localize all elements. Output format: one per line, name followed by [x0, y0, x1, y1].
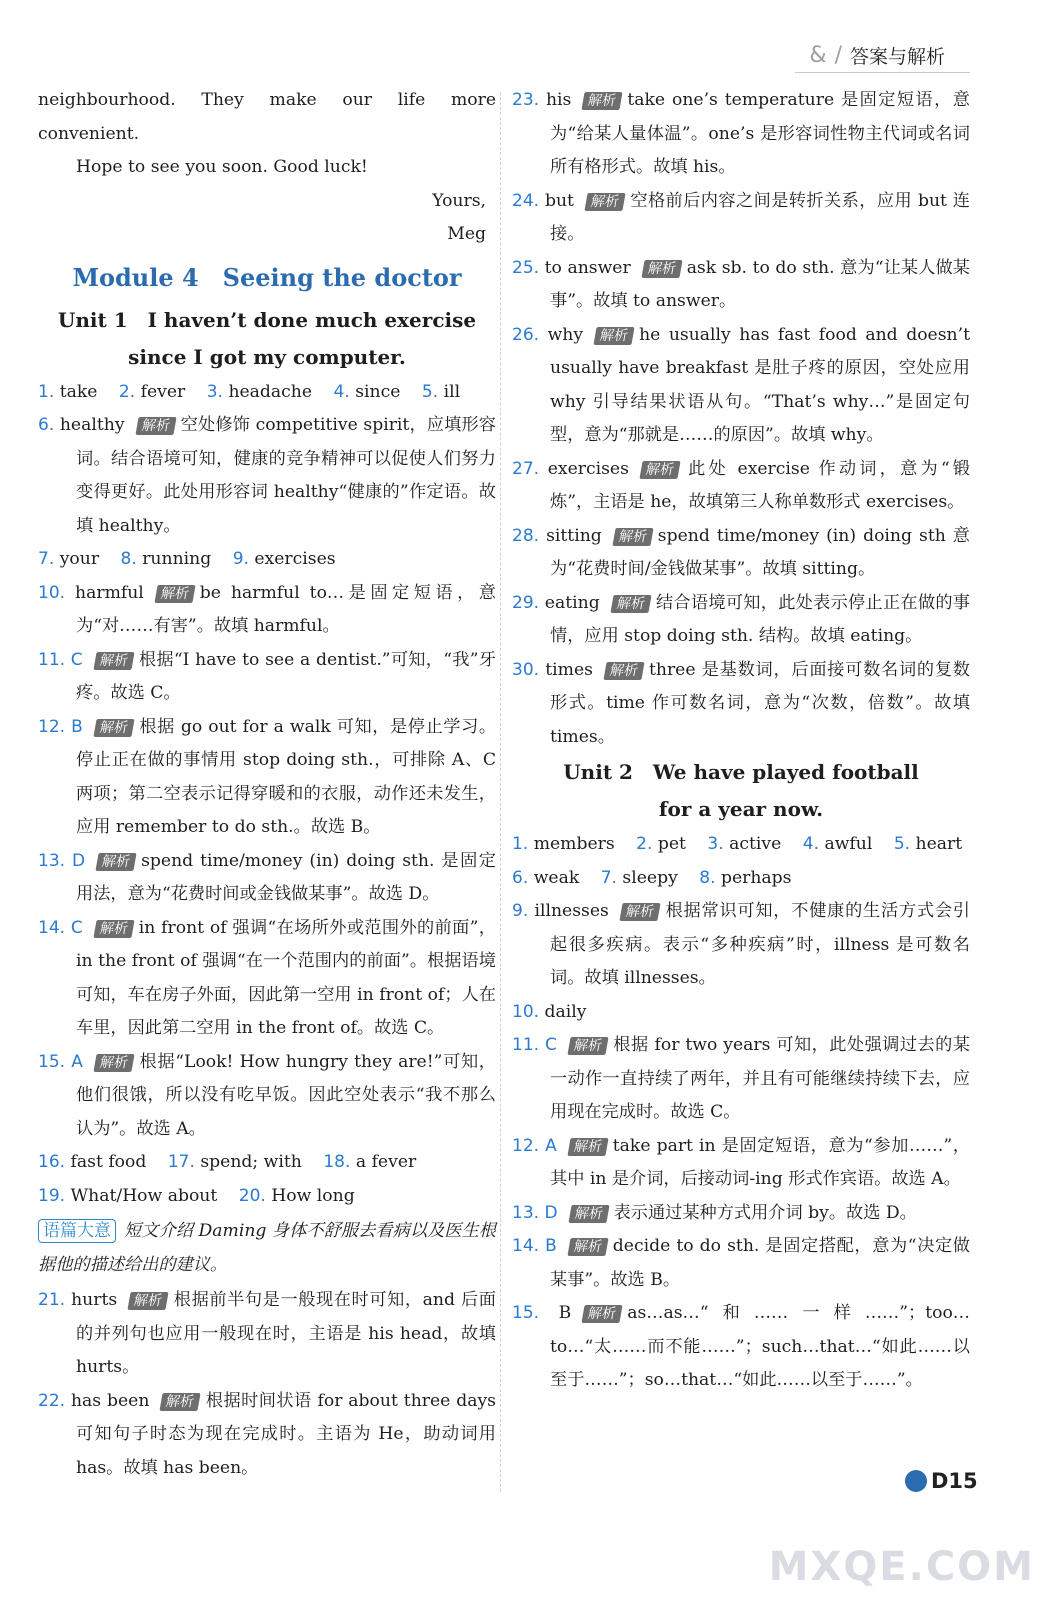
analysis-tag: 解析	[567, 1238, 608, 1256]
analysis-tag: 解析	[160, 1393, 201, 1411]
answer-item: 24. but 解析 空格前后内容之间是转折关系，应用 but 连接。	[512, 190, 970, 244]
unit-title: for a year now.	[658, 797, 824, 821]
analysis-tag: 解析	[93, 1054, 134, 1072]
answer-item: 22. has been 解析 根据时间状语 for about three days 可知句子时态为现在完成时。主语为 He，助动词用 has。故填 has been。	[38, 1390, 496, 1478]
analysis-tag: 解析	[603, 662, 644, 680]
analysis-tag: 解析	[593, 327, 634, 345]
analysis-tag: 解析	[641, 260, 682, 278]
answer-item: 27. exercises 解析 此处 exercise 作动词，意为“锻炼”，主语是 he，故填第三人称单数形式 exercises。	[512, 458, 970, 512]
answer-item: 12. B 解析 根据 go out for a walk 可知，是停止学习。停止正在做的事情用 stop doing sth.，可排除 A、C 两项；第二空表示记得穿暖和的衣服，动作还未发生，应用 remember to do sth.。故选 B。	[38, 716, 497, 837]
right-column	[512, 84, 970, 1398]
analysis-tag: 解析	[582, 1305, 623, 1323]
analysis-tag: 解析	[93, 652, 134, 670]
page-number	[905, 1469, 978, 1493]
letter-line: neighbourhood. They make our life more convenient.	[38, 90, 496, 144]
header-title: 答案与解析	[849, 46, 945, 68]
analysis-tag: 解析	[610, 595, 651, 613]
answer-row: 6. weak 7. sleepy 8. perhaps	[512, 867, 792, 888]
unit-title: since I got my computer.	[128, 344, 406, 369]
answer-item: 11. C 解析 根据 for two years 可知，此处强调过去的某一动作一直持续了两年，并且有可能继续持续下去，应用现在完成时。故选 C。	[512, 1035, 970, 1122]
analysis-tag: 解析	[582, 92, 623, 110]
answer-row: 16. fast food 17. spend; with 18. a fever	[38, 1152, 417, 1172]
unit-title: Unit 2 We have played football	[563, 760, 919, 784]
answer-item: 26. why 解析 he usually has fast food and doesn’t usually have breakfast 是肚子疼的原因，空处应用 why 引导结果状语从句。“That’s why…”是固定句型，意为“那就是……的原因”。故填 why。	[512, 324, 970, 445]
analysis-tag: 解析	[568, 1205, 609, 1223]
answer-item: 29. eating 解析 结合语境可知，此处表示停止正在做的事情，应用 stop doing sth. 结构。故填 eating。	[512, 592, 970, 646]
answer-item: 9. illnesses 解析 根据常识可知，不健康的生活方式会引起很多疾病。表示“多种疾病”时，illness 是可数名词。故填 illnesses。	[512, 901, 970, 988]
analysis-tag: 解析	[567, 1037, 608, 1055]
analysis-tag: 解析	[96, 853, 137, 871]
page-dot-icon	[905, 1470, 927, 1492]
analysis-tag: 解析	[567, 1138, 608, 1156]
analysis-tag: 解析	[93, 719, 134, 737]
answer-item: 28. sitting 解析 spend time/money (in) doing sth 意为“花费时间/金钱做某事”。故填 sitting。	[512, 525, 970, 579]
summary-tag: 语篇大意	[38, 1219, 116, 1243]
analysis-tag: 解析	[639, 461, 680, 479]
answer-row: 1. take 2. fever 3. headache 4. since 5. ill	[38, 381, 461, 402]
analysis-tag: 解析	[584, 193, 625, 211]
answer-item: 11. C 解析 根据“I have to see a dentist.”可知，“我”牙疼。故选 C。	[38, 649, 496, 703]
page-number-label: D15	[931, 1469, 978, 1493]
unit-title: Unit 1 I haven’t done much exercise	[57, 307, 477, 332]
module-title: Module 4 Seeing the doctor	[72, 262, 462, 292]
left-column	[38, 84, 496, 1485]
answer-row: 10. daily	[512, 1001, 587, 1022]
header-rule	[795, 72, 970, 73]
watermark: MXQE.COM	[768, 1544, 1035, 1590]
ampersand-swirl-icon: &	[809, 43, 827, 68]
answer-item: 13. D 解析 spend time/money (in) doing sth. 是固定用法，意为“花费时间或金钱做某事”。故选 D。	[38, 850, 496, 904]
analysis-tag: 解析	[135, 417, 176, 435]
answer-row: 1. members 2. pet 3. active 4. awful 5. heart	[512, 834, 963, 854]
letter-closing: Yours,	[432, 190, 486, 211]
answer-item: 14. B 解析 decide to do sth. 是固定搭配，意为“决定做某事”。故选 B。	[512, 1236, 970, 1290]
answer-item: 30. times 解析 three 是基数词，后面接可数名词的复数形式。time 作可数名词，意为“次数，倍数”。故填 times。	[512, 659, 970, 747]
analysis-tag: 解析	[619, 903, 660, 921]
analysis-tag: 解析	[93, 920, 134, 938]
answer-item: 12. A 解析 take part in 是固定短语，意为“参加……”，其中 in 是介词，后接动词-ing 形式作宾语。故选 A。	[512, 1135, 970, 1189]
analysis-tag: 解析	[128, 1292, 169, 1310]
answer-item: 14. C 解析 in front of 强调“在场所外或范围外的前面”，in the front of 强调“在一个范围内的前面”。根据语境可知，车在房子外面，因此第一空用 in front of；人在车里，因此第二空用 in the front of。故选 C。	[38, 917, 496, 1038]
column-divider	[500, 92, 501, 1492]
analysis-tag: 解析	[154, 585, 195, 603]
answer-row: 7. your 8. running 9. exercises	[38, 549, 336, 569]
answer-item: 13. D 解析 表示通过某种方式用介词 by。故选 D。	[512, 1202, 917, 1223]
slash-decoration: /	[834, 43, 842, 68]
passage-summary: 语篇大意 短文介绍 Daming 身体不舒服去看病以及医生根据他的描述给出的建议。	[38, 1221, 496, 1275]
analysis-tag: 解析	[612, 528, 653, 546]
answer-item: 10. harmful 解析 be harmful to…是固定短语，意为“对……有害”。故填 harmful。	[38, 582, 496, 636]
letter-signature: Meg	[447, 224, 486, 244]
answer-item: 6. healthy 解析 空处修饰 competitive spirit，应填形容词。结合语境可知，健康的竞争精神可以促使人们努力变得更好。此处用形容词 healthy“健康的”作定语。故填 healthy。	[38, 415, 496, 536]
answer-item: 23. his 解析 take one’s temperature 是固定短语，意为“给某人量体温”。one’s 是形容词性物主代词或名词所有格形式。故填 his。	[512, 90, 970, 177]
answer-row: 19. What/How about 20. How long	[38, 1185, 355, 1206]
letter-line: Hope to see you soon. Good luck!	[76, 157, 368, 177]
answer-item: 21. hurts 解析 根据前半句是一般现在时可知，and 后面的并列句也应用一般现在时，主语是 his head，故填 hurts。	[38, 1290, 496, 1377]
answer-item: 15. A 解析 根据“Look! How hungry they are!”可知，他们很饿，所以没有吃早饭。因此空处表示“我不那么认为”。故选 A。	[38, 1051, 496, 1139]
answer-item: 25. to answer 解析 ask sb. to do sth. 意为“让某人做某事”。故填 to answer。	[512, 257, 970, 311]
answer-item: 15. B 解析 as…as…“和……一样……”；too…to…“太……而不能……”；such…that…“如此……以至于……”；so…that…“如此……以至于……”。	[512, 1303, 970, 1390]
page-header	[809, 42, 945, 69]
